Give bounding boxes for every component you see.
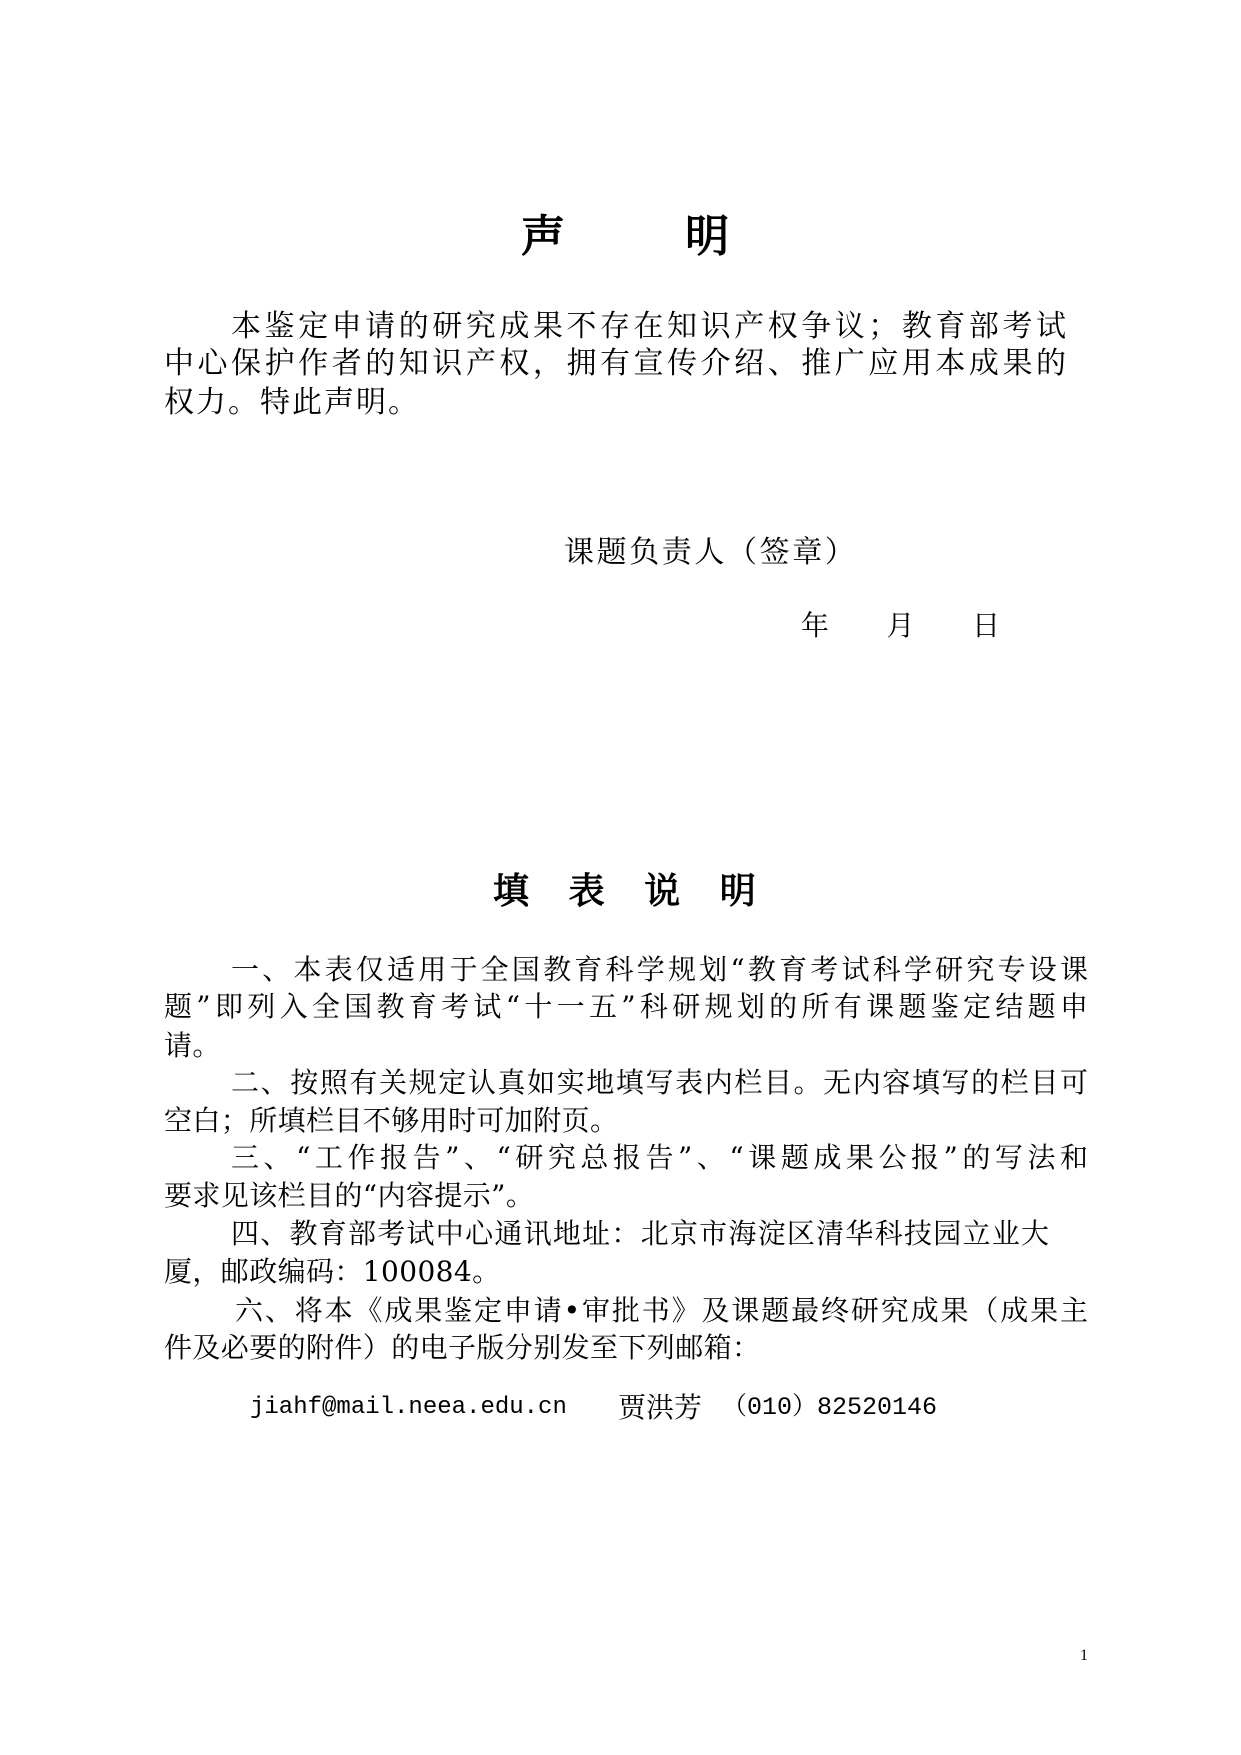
signer-signature-label: 课题负责人（签章） xyxy=(564,535,858,570)
instruction-line: 四、教育部考试中心通讯地址：北京市海淀区清华科技园立业大 xyxy=(231,1217,1049,1250)
declaration-body-line: 中心保护作者的知识产权，拥有宣传介绍、推广应用本成果的 xyxy=(164,346,1066,381)
declaration-body-line: 权力。特此声明。 xyxy=(164,385,420,420)
declaration-body-line: 本鉴定申请的研究成果不存在知识产权争议；教育部考试 xyxy=(231,309,1066,344)
page-number: 1 xyxy=(1080,1647,1088,1664)
contact-name: 贾洪芳 xyxy=(618,1391,703,1424)
contact-phone: （010）82520146 xyxy=(722,1393,938,1422)
instruction-line: 要求见该栏目的“内容提示”。 xyxy=(164,1179,535,1212)
instruction-line: 题”即列入全国教育考试“十一五”科研规划的所有课题鉴定结题申 xyxy=(164,990,1088,1023)
contact-email: jiahf@mail.neea.edu.cn xyxy=(250,1394,567,1421)
instructions-title: 填 表 说 明 xyxy=(493,870,758,912)
declaration-title: 声 明 xyxy=(521,211,740,262)
instruction-line: 六、将本《成果鉴定申请•审批书》及课题最终研究成果（成果主 xyxy=(235,1294,1088,1327)
instruction-line: 件及必要的附件）的电子版分别发至下列邮箱： xyxy=(164,1331,761,1364)
instruction-line: 请。 xyxy=(164,1029,221,1062)
instruction-line: 三、“工作报告”、“研究总报告”、“课题成果公报”的写法和 xyxy=(231,1141,1088,1174)
instruction-line: 二、按照有关规定认真如实地填写表内栏目。无内容填写的栏目可 xyxy=(231,1066,1088,1099)
signature-date-label: 年 月 日 xyxy=(801,609,1001,642)
instruction-line: 厦，邮政编码：100084。 xyxy=(164,1255,501,1288)
instruction-line: 一、本表仅适用于全国教育科学规划“教育考试科学研究专设课 xyxy=(231,953,1088,986)
instruction-line: 空白；所填栏目不够用时可加附页。 xyxy=(164,1104,619,1137)
